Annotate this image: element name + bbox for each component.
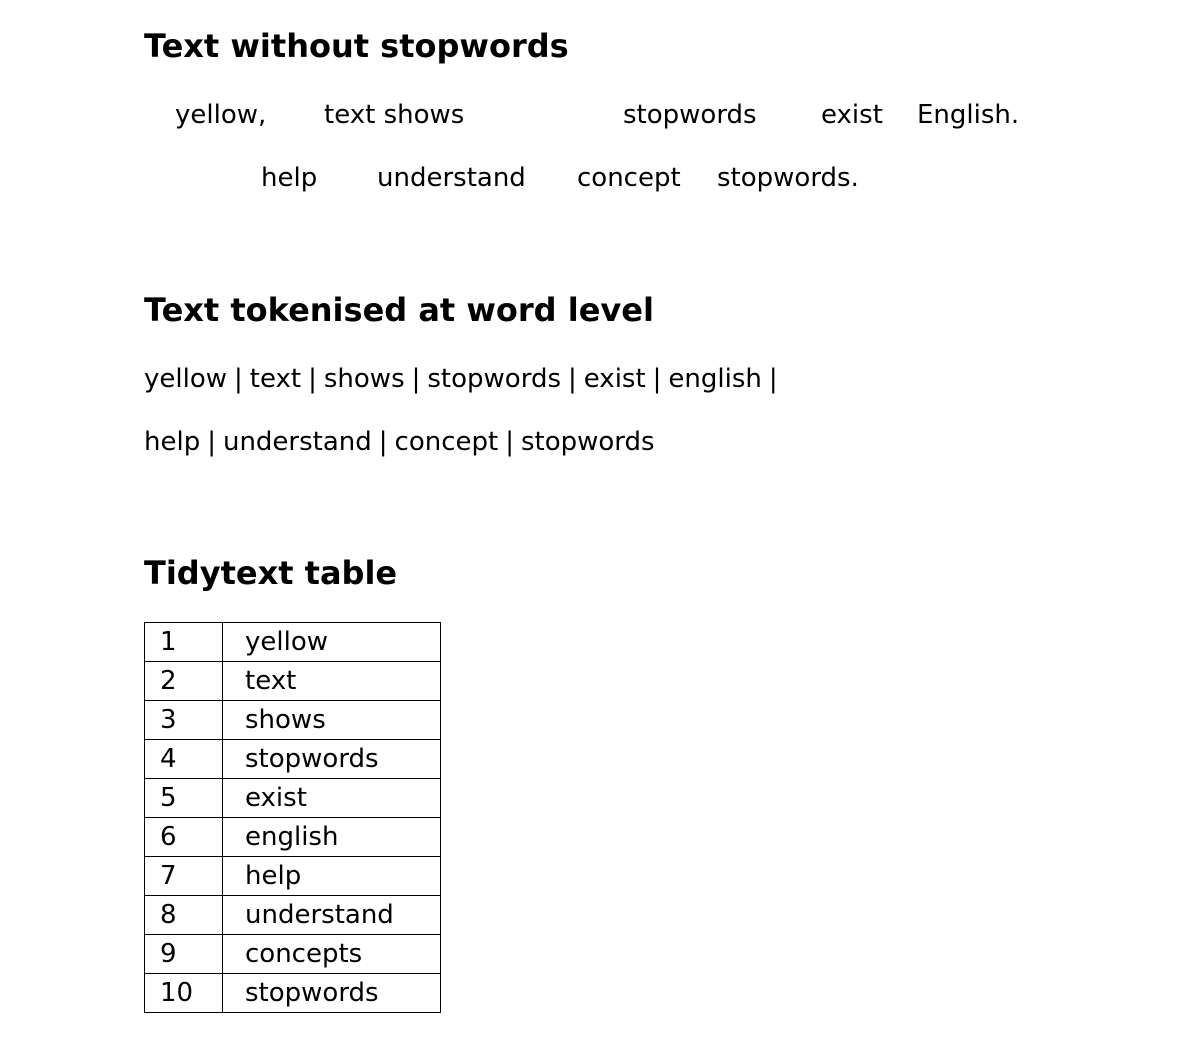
row-word: understand xyxy=(223,896,441,935)
token-line-1 xyxy=(144,366,785,392)
word: text shows xyxy=(324,100,465,130)
heading-tidytext-table: Tidytext table xyxy=(144,554,398,592)
token: shows xyxy=(323,364,405,394)
token: text xyxy=(249,364,302,394)
token-separator: | xyxy=(378,427,388,457)
table-row xyxy=(145,662,441,701)
word: understand xyxy=(377,163,526,193)
heading-text-without-stopwords: Text without stopwords xyxy=(144,27,569,65)
token: stopwords xyxy=(427,364,561,394)
table-row xyxy=(145,701,441,740)
word: help xyxy=(261,163,318,193)
table-row xyxy=(145,935,441,974)
token-separator: | xyxy=(234,364,243,394)
table-row xyxy=(145,974,441,1013)
word: exist xyxy=(821,100,883,130)
row-word: concepts xyxy=(223,935,441,974)
row-number: 10 xyxy=(145,974,223,1013)
token-separator: | xyxy=(411,364,421,394)
word: yellow, xyxy=(175,100,267,130)
word: stopwords. xyxy=(717,163,859,193)
heading-text-tokenised: Text tokenised at word level xyxy=(144,291,654,329)
row-number: 6 xyxy=(145,818,223,857)
row-number: 7 xyxy=(145,857,223,896)
row-word: stopwords xyxy=(223,740,441,779)
row-number: 5 xyxy=(145,779,223,818)
token-separator: | xyxy=(308,364,317,394)
row-number: 9 xyxy=(145,935,223,974)
row-number: 2 xyxy=(145,662,223,701)
token: understand xyxy=(222,427,372,457)
word: stopwords xyxy=(623,100,757,130)
word: English. xyxy=(917,100,1020,130)
table-row xyxy=(145,623,441,662)
token-separator: | xyxy=(768,364,778,394)
row-number: 8 xyxy=(145,896,223,935)
tidytext-table xyxy=(144,622,441,1013)
token: yellow xyxy=(144,364,228,394)
row-number: 4 xyxy=(145,740,223,779)
table-row xyxy=(145,818,441,857)
token-separator: | xyxy=(207,427,216,457)
token: exist xyxy=(583,364,646,394)
row-word: english xyxy=(223,818,441,857)
table-row xyxy=(145,857,441,896)
table-row xyxy=(145,740,441,779)
word: concept xyxy=(577,163,681,193)
row-word: exist xyxy=(223,779,441,818)
table-row xyxy=(145,779,441,818)
row-word: text xyxy=(223,662,441,701)
row-word: stopwords xyxy=(223,974,441,1013)
token-line-2 xyxy=(144,429,655,455)
row-word: help xyxy=(223,857,441,896)
token-separator: | xyxy=(505,427,514,457)
table-row xyxy=(145,896,441,935)
token: concept xyxy=(394,427,499,457)
row-number: 3 xyxy=(145,701,223,740)
token-separator: | xyxy=(652,364,662,394)
token: english xyxy=(668,364,762,394)
row-number: 1 xyxy=(145,623,223,662)
token: help xyxy=(144,427,201,457)
token: stopwords xyxy=(520,427,655,457)
row-word: yellow xyxy=(223,623,441,662)
row-word: shows xyxy=(223,701,441,740)
token-separator: | xyxy=(568,364,577,394)
